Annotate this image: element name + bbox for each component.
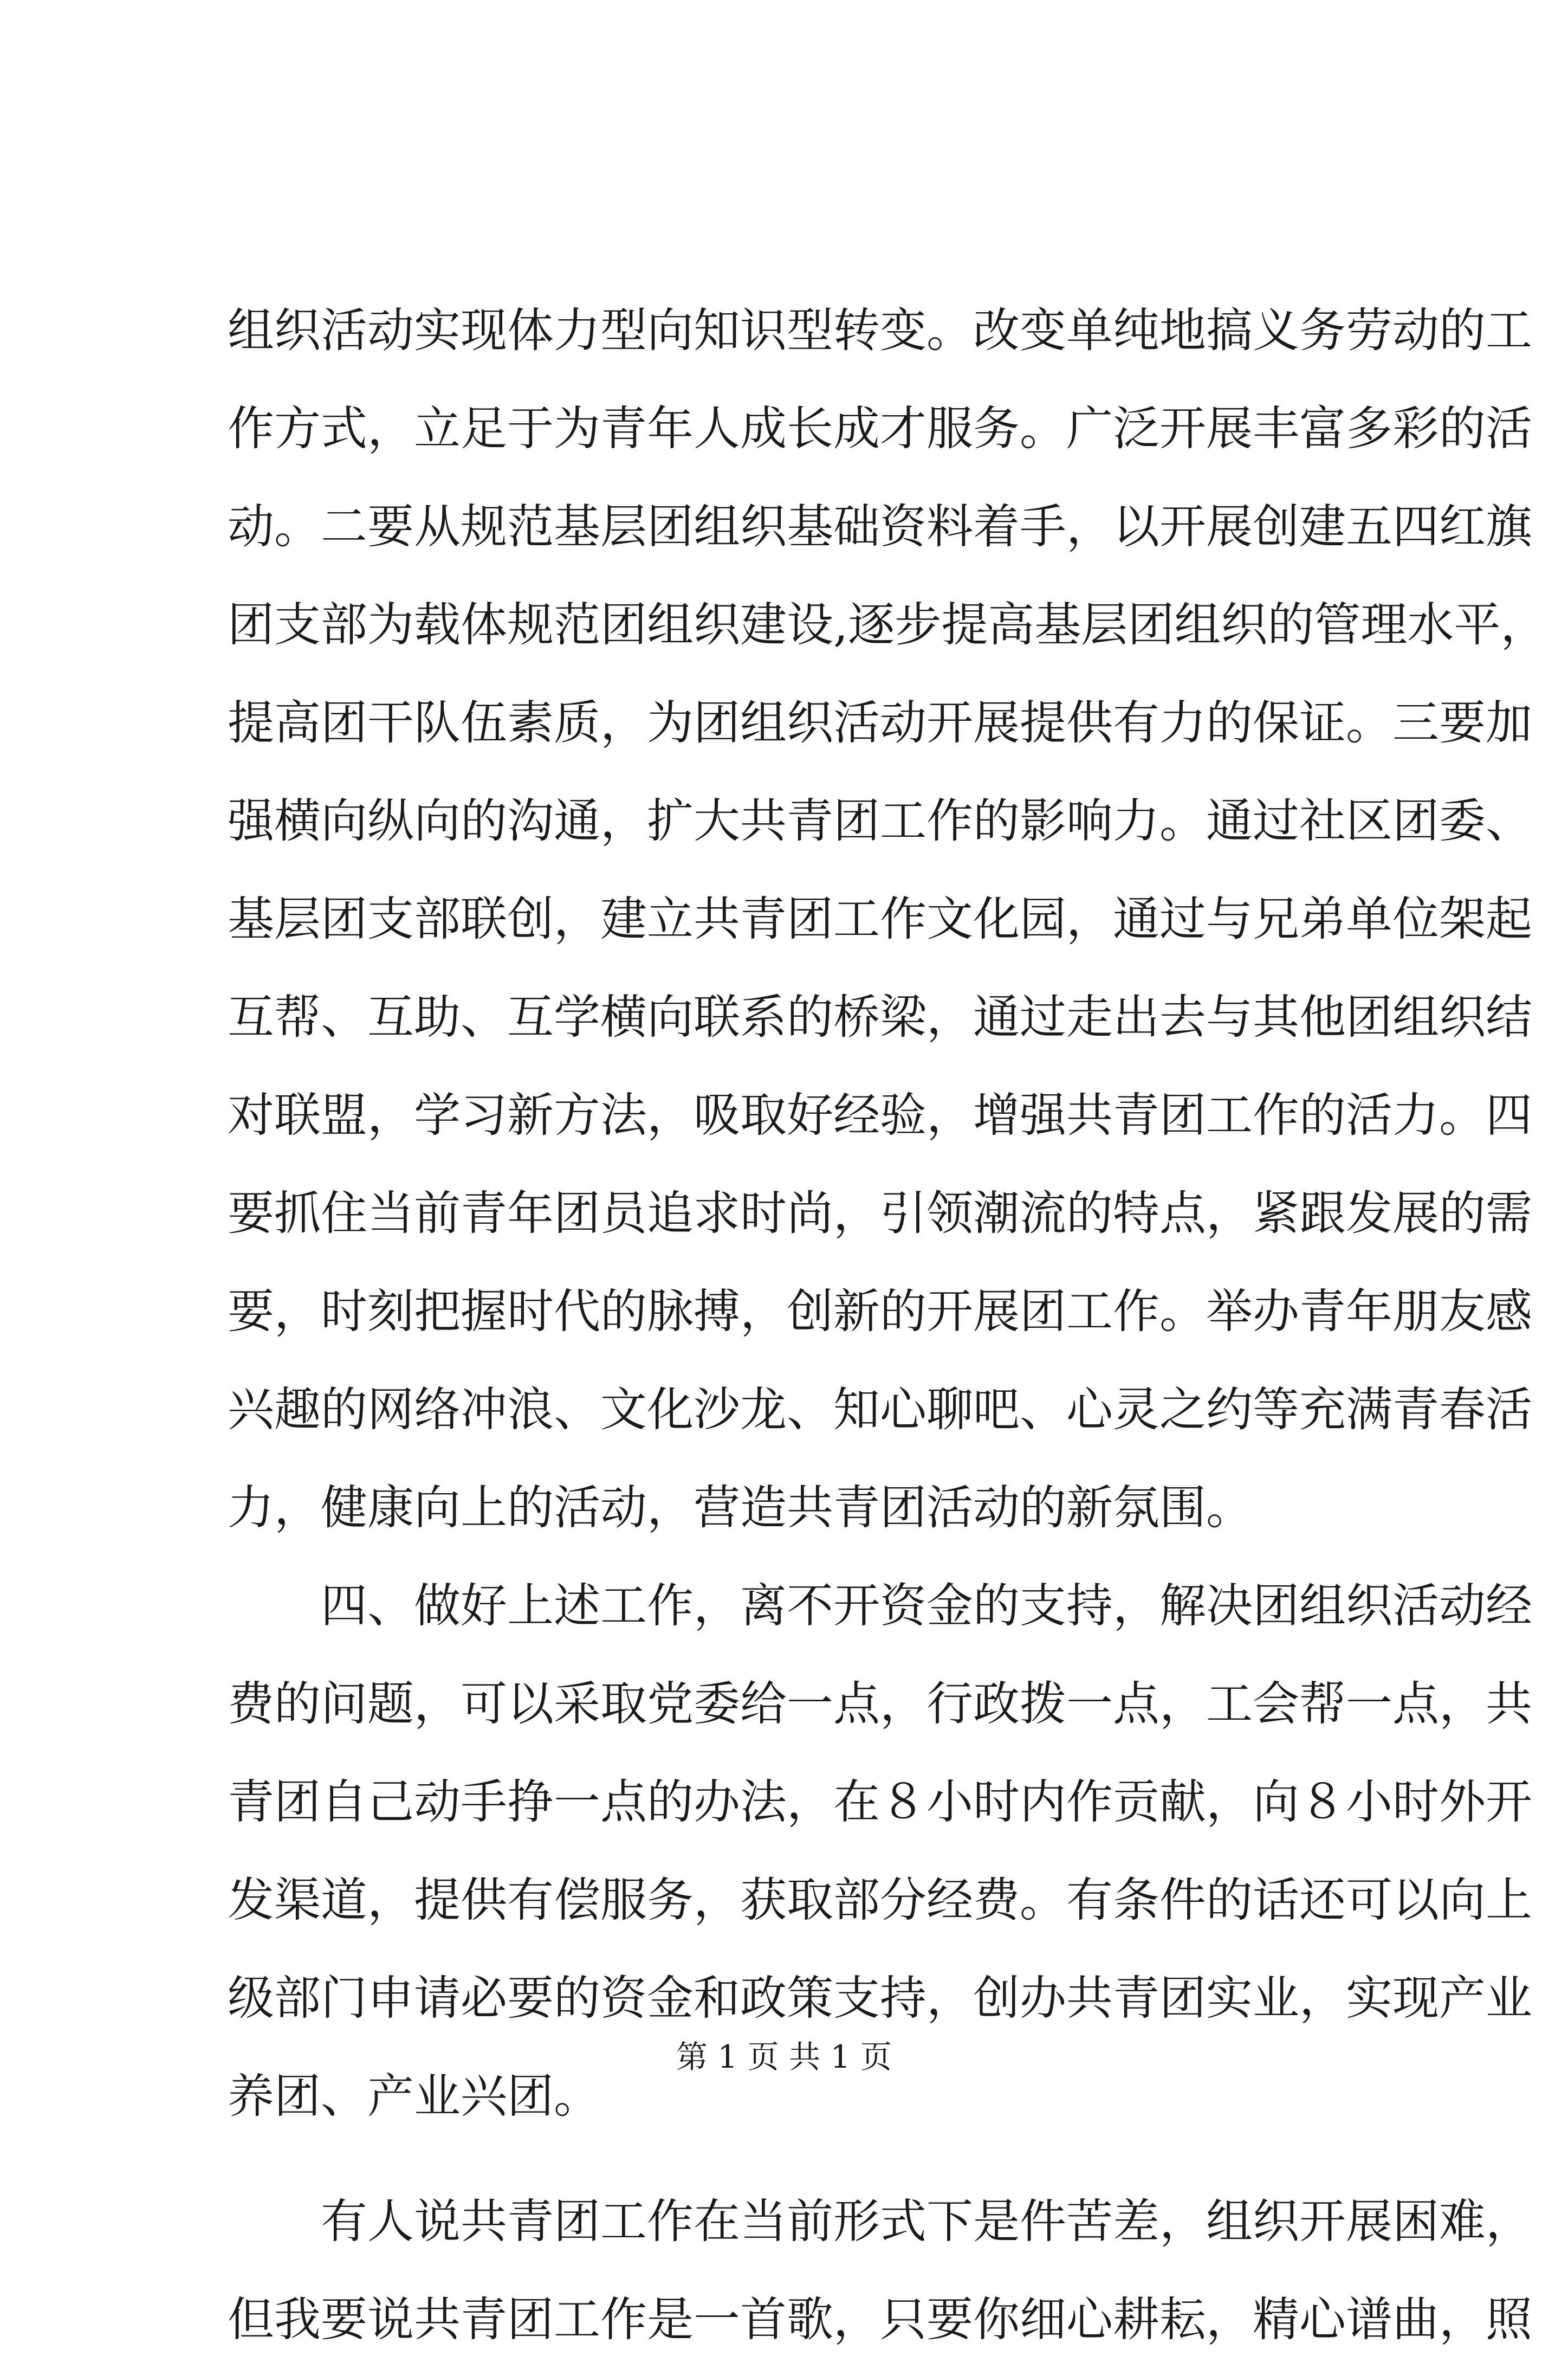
text-line: 级部门申请必要的资金和政策支持，创办共青团实业，实现产业 — [228, 1971, 1532, 2025]
text-line: 提高团干队伍素质，为团组织活动开展提供有力的保证。三要加 — [228, 696, 1532, 750]
text-line: 青团自己动手挣一点的办法，在８小时内作贡献，向８小时外开 — [228, 1775, 1532, 1829]
text-line: 养团、产业兴团。 — [228, 2069, 600, 2123]
text-line: 基层团支部联创，建立共青团工作文化园，通过与兄弟单位架起 — [228, 892, 1532, 946]
text-line: 强横向纵向的沟通，扩大共青团工作的影响力。通过社区团委、 — [228, 794, 1532, 848]
paragraph-gap — [228, 2146, 1387, 2173]
text-line: 要抓住当前青年团员追求时尚，引领潮流的特点，紧跟发展的需 — [228, 1186, 1532, 1241]
text-line: 动。二要从规范基层团组织基础资料着手，以开展创建五四红旗 — [228, 500, 1532, 554]
text-line: 对联盟，学习新方法，吸取好经验，增强共青团工作的活力。四 — [228, 1088, 1532, 1142]
text-line: 要，时刻把握时代的脉搏，创新的开展团工作。举办青年朋友感 — [228, 1284, 1532, 1339]
text-line: 发渠道，提供有偿服务，获取部分经费。有条件的话还可以向上 — [228, 1873, 1532, 1927]
text-line: 作方式，立足于为青年人成长成才服务。广泛开展丰富多彩的活 — [228, 402, 1532, 456]
text-line: 组织活动实现体力型向知识型转变。改变单纯地搞义务劳动的工 — [228, 304, 1532, 358]
text-line: 团支部为载体规范团组织建设,逐步提高基层团组织的管理水平， — [228, 598, 1547, 652]
page-footer: 第 1 页 共 1 页 — [676, 2038, 892, 2075]
text-line: 但我要说共青团工作是一首歌，只要你细心耕耘，精心谱曲，照 — [228, 2293, 1532, 2347]
text-line: 兴趣的网络冲浪、文化沙龙、知心聊吧、心灵之约等充满青春活 — [228, 1383, 1532, 1437]
text-line: 力，健康向上的活动，营造共青团活动的新氛围。 — [228, 1481, 1253, 1535]
text-line: 四、做好上述工作，离不开资金的支持，解决团组织活动经 — [228, 1579, 1532, 1633]
text-line: 有人说共青团工作在当前形式下是件苦差，组织开展困难， — [228, 2194, 1532, 2249]
text-line: 互帮、互助、互学横向联系的桥梁，通过走出去与其他团组织结 — [228, 990, 1532, 1044]
text-line: 费的问题，可以采取党委给一点，行政拨一点，工会帮一点，共 — [228, 1677, 1532, 1731]
